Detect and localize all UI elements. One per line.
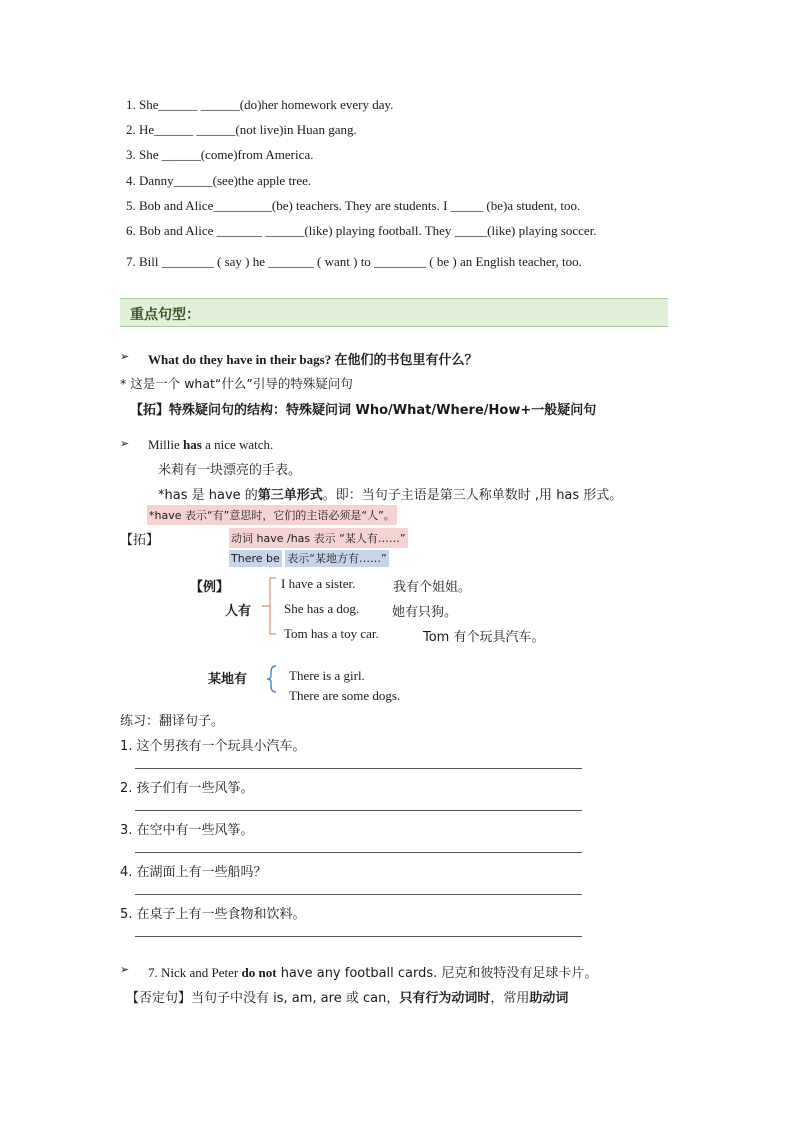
exercise-4: 4. Danny______(see)the apple tree. (126, 173, 312, 188)
bullet-arrow-icon: ➢ (120, 438, 130, 450)
q7-pre: 7. Nick and Peter (148, 965, 242, 980)
answer-line-5 (135, 936, 582, 937)
q7-bold: do not (241, 965, 277, 980)
q7-sentence (148, 962, 597, 981)
section-banner (120, 298, 668, 327)
note-a: *has 是 have 的 (158, 488, 258, 503)
q2-has: has (183, 437, 202, 452)
place-brace-icon (266, 664, 280, 694)
exercise-7: 7. Bill ________ ( say ) he _______ ( want ) to ________ ( be ) an English teacher, too. (126, 254, 582, 269)
answer-line-1 (135, 768, 582, 769)
answer-line-2 (135, 810, 582, 811)
person-example-en-1: I have a sister. (281, 576, 356, 591)
q1-sentence: What do they have in their bags? 在他们的书包里有什么？ (148, 352, 478, 367)
neg-pre: 【否定句】当句子中没有 is, am, are 或 can， (126, 991, 400, 1006)
place-example-1: There is a girl. (289, 668, 365, 683)
person-example-en-3: Tom has a toy car. (284, 626, 379, 641)
person-example-en-2: She has a dog. (284, 601, 360, 616)
practice-item-2: 2. 孩子们有一些风筝。 (120, 781, 254, 796)
bullet-arrow-icon: ➢ (120, 964, 130, 976)
neg-bold-2: 助动词 (529, 991, 569, 1006)
example-label: 【例】 (190, 580, 230, 595)
person-example-zh-2: 她有只狗。 (392, 605, 458, 620)
q1-note: * 这是一个 what“什么”引导的特殊疑问句 (120, 376, 353, 391)
neg-rule (126, 987, 568, 1006)
pink-note: *have 表示“有”意思时，它们的主语必须是“人”。 (147, 505, 397, 525)
place-label: 某地有 (208, 672, 248, 687)
person-label: 人有 (225, 604, 252, 619)
there-be-row (229, 550, 389, 566)
q2-pre: Millie (148, 437, 184, 452)
q2-sentence (148, 437, 273, 453)
exercise-6: 6. Bob and Alice _______ ______(like) playing football. They _____(like) playing soccer. (126, 223, 597, 238)
practice-title: 练习：翻译句子。 (120, 714, 225, 729)
neg-mid: ，常用 (490, 991, 530, 1006)
note-b: 第三单形式 (257, 488, 323, 503)
place-example-2: There are some dogs. (289, 688, 401, 703)
practice-item-3: 3. 在空中有一些风筝。 (120, 823, 254, 838)
person-example-zh-1: 我有个姐姐。 (393, 580, 472, 595)
verb-box: 动词 have /has 表示 “某人有……” (229, 528, 408, 548)
neg-bold-1: 只有行为动词时 (399, 991, 491, 1006)
answer-line-3 (135, 852, 582, 853)
there-be: There be (231, 552, 280, 565)
q2-note (158, 484, 622, 503)
there-be-meaning: 表示“某地方有……” (287, 552, 387, 565)
section-title: 重点句型： (130, 307, 200, 323)
q2-post: a nice watch. (201, 437, 274, 452)
exercise-2: 2. He______ ______(not live)in Huan gang. (126, 122, 357, 137)
q2-translation: 米莉有一块漂亮的手表。 (158, 463, 302, 478)
note-c: 。即：当句子主语是第三人称单数时 ,用 has 形式。 (322, 488, 623, 503)
practice-item-1: 1. 这个男孩有一个玩具小汽车。 (120, 739, 306, 754)
person-example-zh-3: Tom 有个玩具汽车。 (423, 630, 545, 645)
bullet-arrow-icon: ➢ (120, 351, 130, 363)
practice-item-4: 4. 在湖面上有一些船吗？ (120, 865, 267, 880)
exercise-3: 3. She ______(come)from America. (126, 147, 314, 162)
exercise-1: 1. She______ ______(do)her homework every day. (126, 97, 394, 112)
tuo-label: 【拓】 (120, 533, 160, 548)
q1-tuo: 【拓】特殊疑问句的结构：特殊疑问词 Who/What/Where/How+一般疑问句 (130, 403, 597, 418)
answer-line-4 (135, 894, 582, 895)
q7-post: have any football cards. 尼克和彼特没有足球卡片。 (276, 966, 598, 981)
brace-icon (260, 576, 280, 640)
practice-item-5: 5. 在桌子上有一些食物和饮料。 (120, 907, 306, 922)
exercise-5: 5. Bob and Alice_________(be) teachers. They are students. I _____ (be)a student, too. (126, 198, 581, 213)
